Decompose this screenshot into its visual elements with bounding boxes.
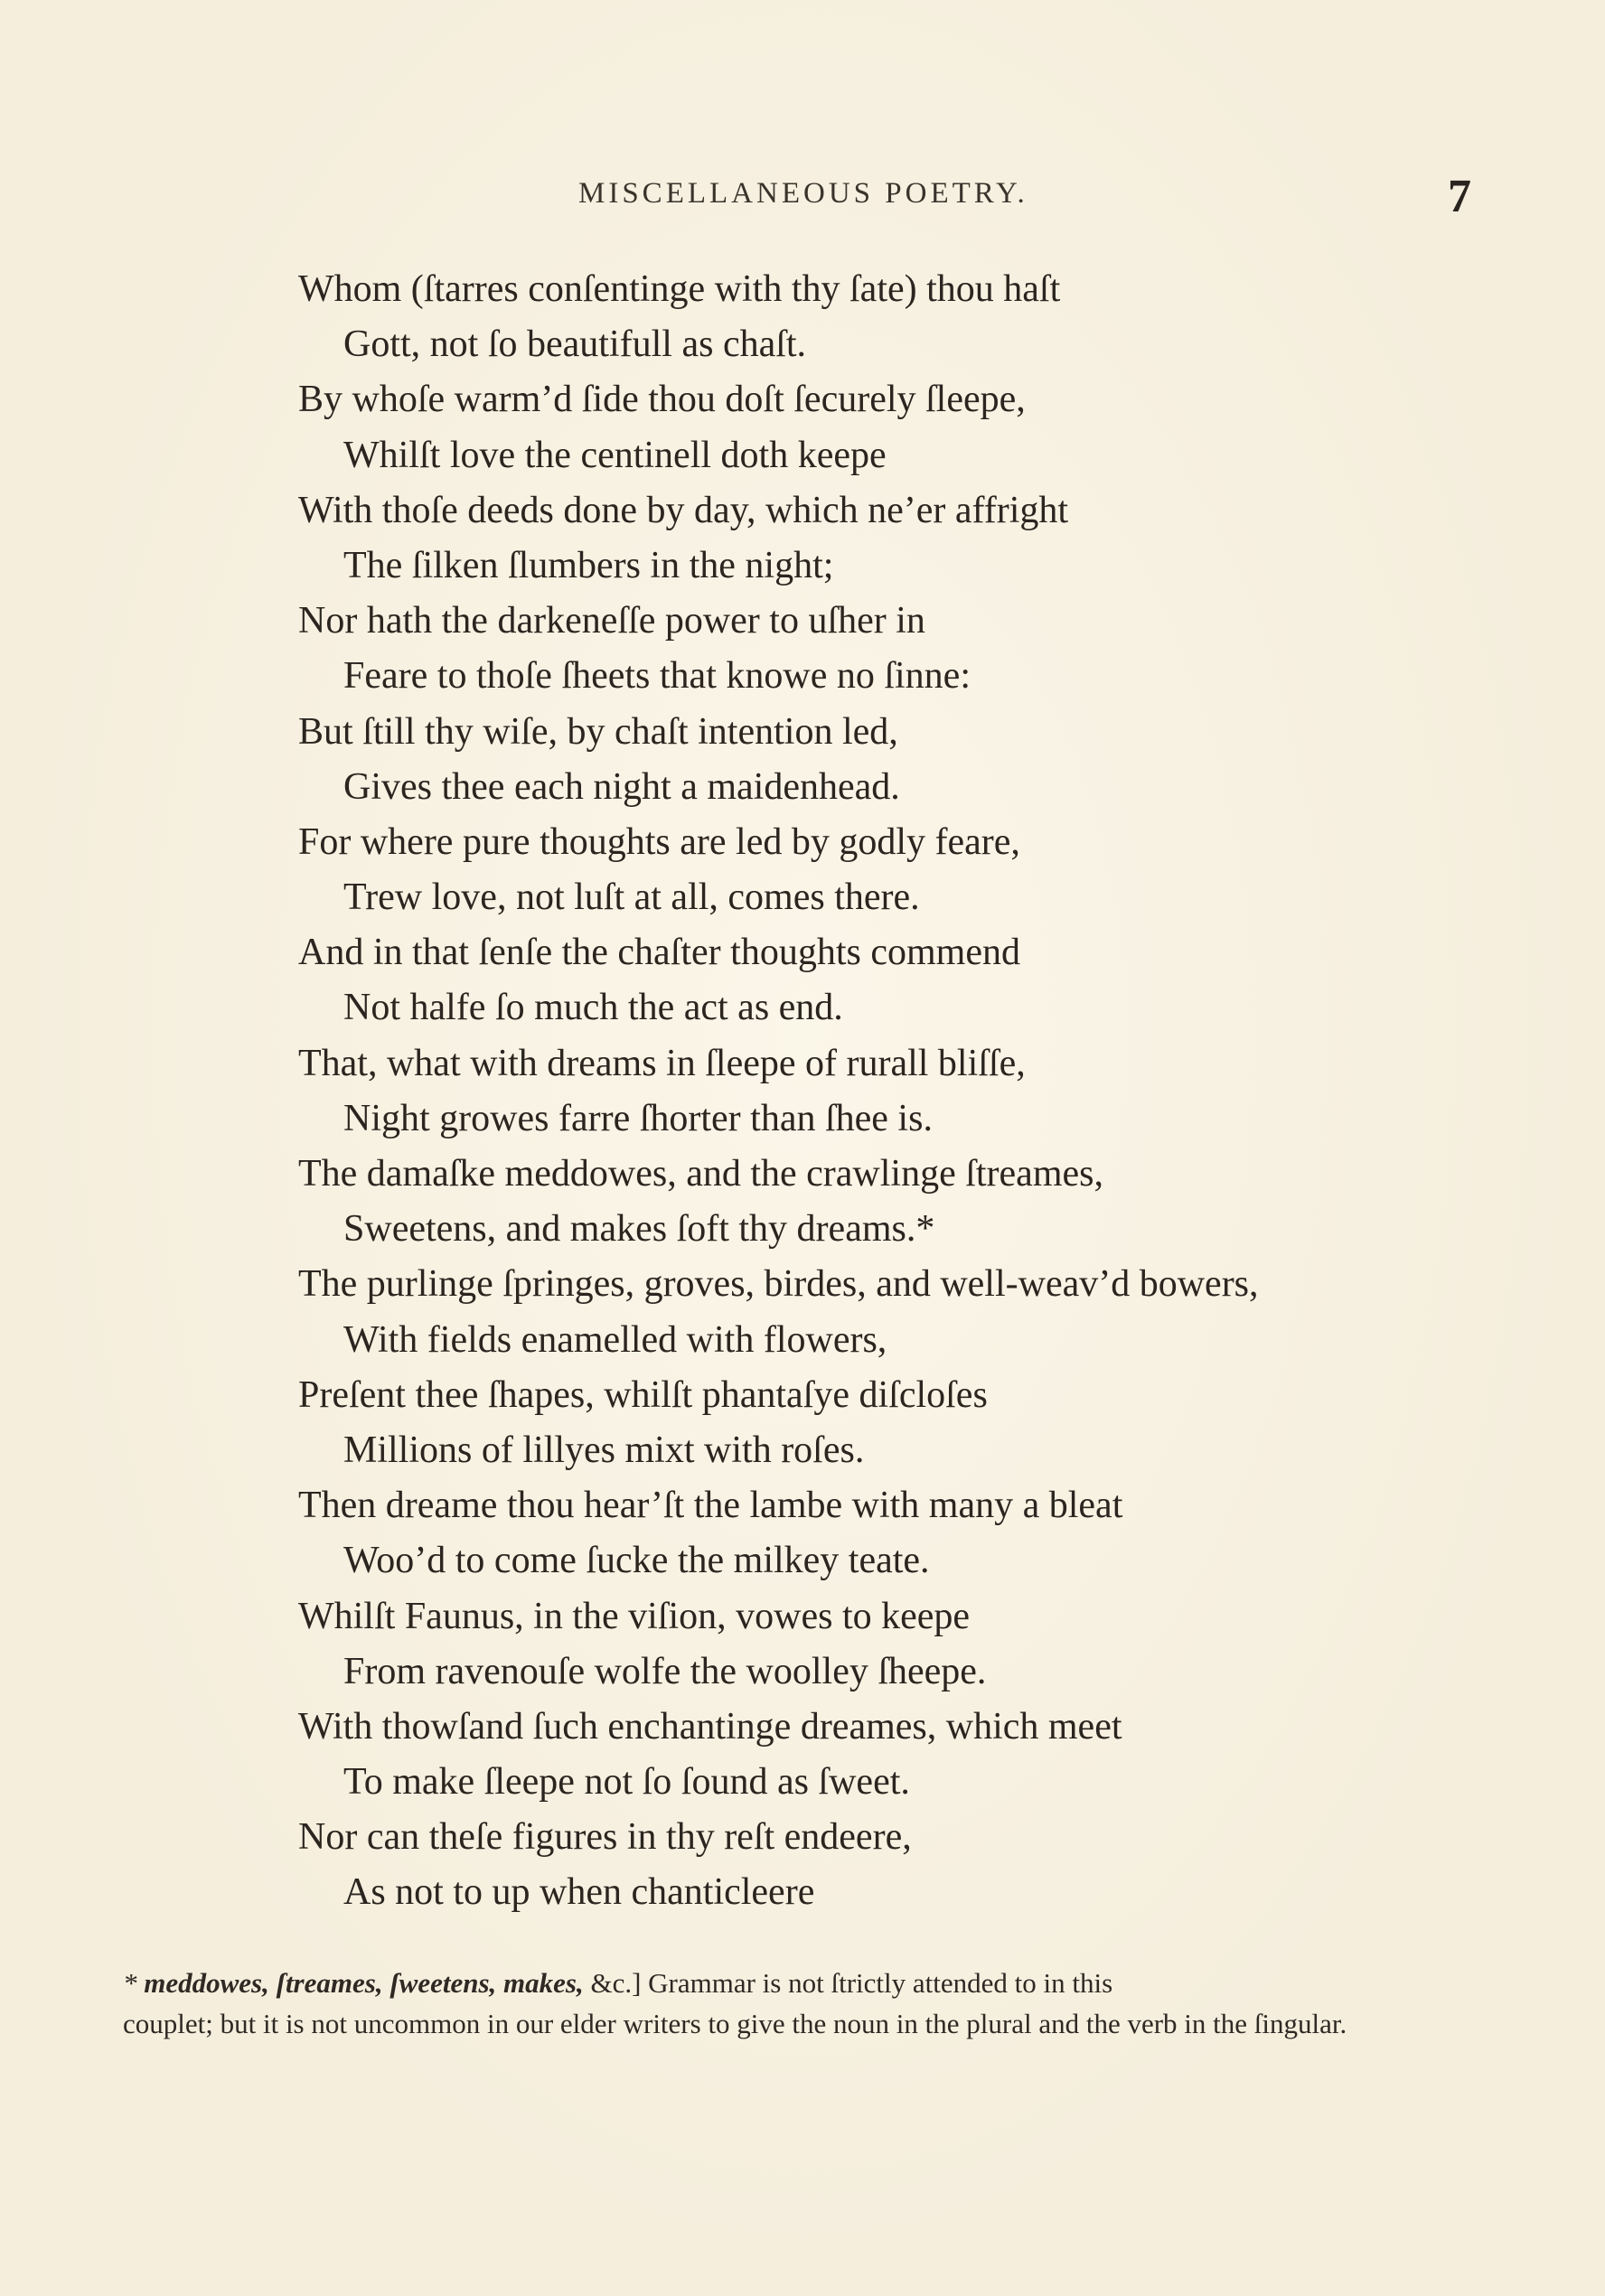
poem-line: But ſtill thy wiſe, by chaſt intention led, [298,710,898,753]
poem-line: Sweetens, and makes ſoft thy dreams.* [343,1208,935,1251]
poem-line: Whilſt love the centinell doth keepe [343,434,887,476]
poem-line: With thoſe deeds done by day, which ne’er affright [298,489,1069,531]
footnote-text-rest: couplet; but it is not uncommon in our elder writers to give the noun in the plural and the verb in the ſingular. [123,2008,1347,2039]
poem-line: Night growes farre ſhorter than ſhee is. [343,1097,933,1139]
poem-line: The damaſke meddowes, and the crawlinge ſtreames, [298,1153,1103,1195]
poem-line: Then dreame thou hear’ſt the lambe with many a bleat [298,1485,1123,1527]
poem-line: And in that ſenſe the chaſter thoughts commend [298,932,1020,974]
poem-line: Millions of lillyes mixt with roſes. [343,1429,865,1471]
poem-line: By whoſe warm’d ſide thou doſt ſecurely ſleepe, [298,379,1026,421]
poem-line: Nor can theſe figures in thy reſt endeere, [298,1816,912,1859]
footnote-lemma: meddowes, ſtreames, ſweetens, makes, [144,1967,584,1999]
poem-line: Nor hath the darkeneſſe power to uſher in [298,600,925,642]
poem-line: Gives thee each night a maidenhead. [343,765,900,808]
poem-line: As not to up when chanticleere [343,1871,815,1914]
poem-line: From ravenouſe wolfe the woolley ſheepe. [343,1650,987,1692]
poem-line: With fields enamelled with flowers, [343,1318,887,1361]
poem-line: To make ſleepe not ſo ſound as ſweet. [343,1761,910,1804]
poem-line: Feare to thoſe ſheets that knowe no ſinne: [343,655,971,698]
footnote-text-first: &c.] Grammar is not ſtrictly attended to in this [590,1967,1113,1999]
poem-line: With thowſand ſuch enchantinge dreames, which meet [298,1705,1122,1748]
poem-line: Preſent thee ſhapes, whilſt phantaſye diſcloſes [298,1373,988,1416]
running-title: MISCELLANEOUS POETRY. [578,177,1028,210]
running-head [0,171,1605,231]
poem-line: Whom (ſtarres conſentinge with thy ſate) thou haſt [298,268,1061,310]
footnote-mark: * [123,1967,137,1999]
poem-line: Trew love, not luſt at all, comes there. [343,876,920,919]
poem-line: The purlinge ſpringes, groves, birdes, and well-weav’d bowers, [298,1263,1259,1306]
poem-line: The ſilken ſlumbers in the night; [343,544,834,586]
poem-line: Not halfe ſo much the act as end. [343,987,843,1029]
poem-line: Woo’d to come ſucke the milkey teate. [343,1540,930,1582]
page-number: 7 [1448,171,1471,222]
footnote [123,1963,1442,2044]
poem-body [298,262,1509,1921]
poem-line: That, what with dreams in ſleepe of rurall bliſſe, [298,1042,1026,1084]
poem-line: For where pure thoughts are led by godly feare, [298,820,1020,863]
poem-line: Whilſt Faunus, in the viſion, vowes to keepe [298,1595,971,1637]
poem-line: Gott, not ſo beautifull as chaſt. [343,323,807,366]
